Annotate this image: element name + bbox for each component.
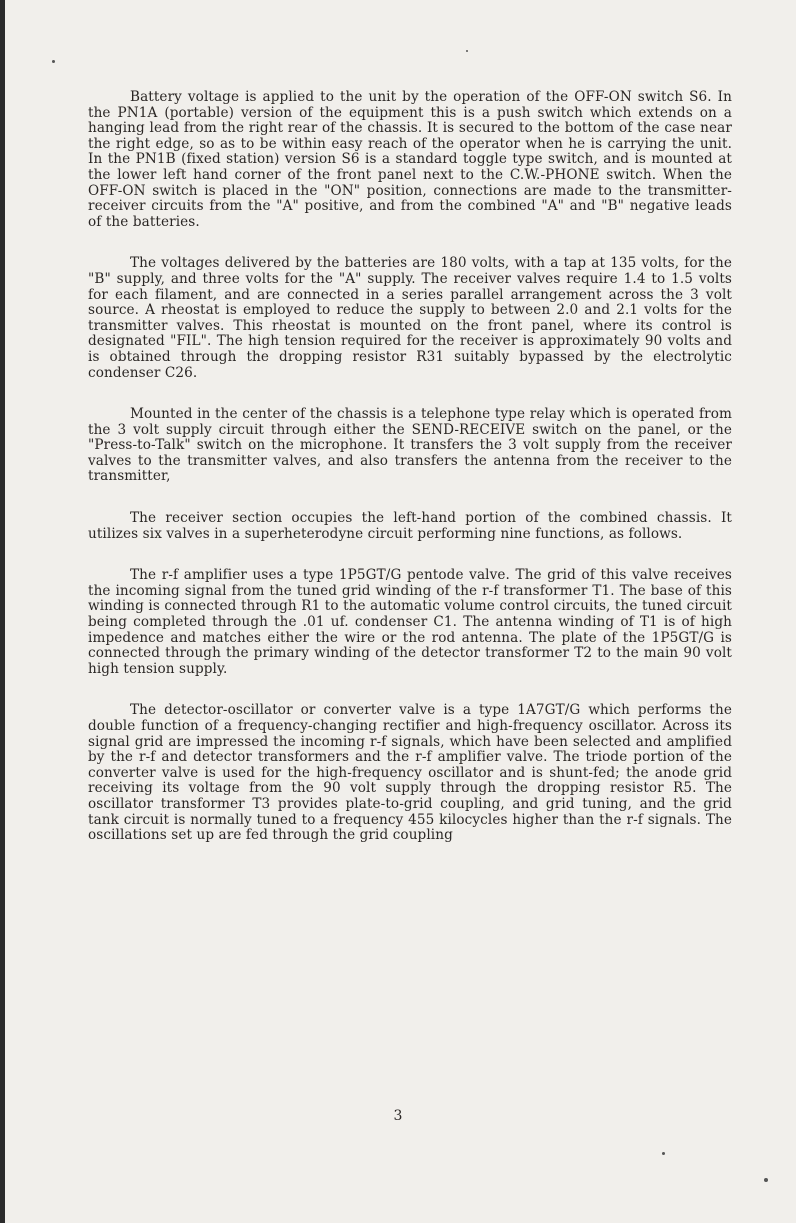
paper-speck (466, 50, 468, 52)
paragraph: Battery voltage is applied to the unit by the operation of the OFF-ON switch S6. In the PN1A (portable) version of the equipment this is a push switch which extends on a hanging lead from the right rear of the chassis. It is secured to the bottom of the case near the right edge, so as to be within easy reach of the operator when he is carrying the unit. In the PN1B (fixed station) version S6 is a standard toggle type switch, and is mounted at the lower left hand corner of the front panel next to the C.W.-PHONE switch. When the OFF-ON switch is placed in the "ON" position, connections are made to the transmitter-receiver circuits from the "A" positive, and from the combined "A" and "B" negative leads of the batteries. (88, 89, 732, 230)
paper-speck (662, 1152, 665, 1155)
paper-speck (52, 60, 55, 63)
page-number: 3 (393, 1108, 403, 1124)
paragraph: The detector-oscillator or converter valve is a type 1A7GT/G which performs the double function of a frequency-changing rectifier and high-frequency oscillator. Across its signal grid are impressed the incoming r-f signals, which have been selected and amplified by the r-f and detector transformers and the r-f amplifier valve. The triode portion of the converter valve is used for the high-frequency oscillator and is shunt-fed; the anode grid receiving its voltage from the 90 volt supply through the dropping resistor R5. The oscillator transformer T3 provides plate-to-grid coupling, and grid tuning, and the grid tank circuit is normally tuned to a frequency 455 kilocycles higher than the r-f signals. The oscillations set up are fed through the grid coupling (88, 702, 732, 844)
paragraph: The receiver section occupies the left-hand portion of the combined chassis. It utilizes six valves in a superheterodyne circuit performing nine functions, as follows. (88, 510, 732, 542)
paragraph: Mounted in the center of the chassis is a telephone type relay which is operated from the 3 volt supply circuit through either the SEND-RECEIVE switch on the panel, or the "Press-to-Talk" switch on the microphone. It transfers the 3 volt supply from the receiver valves to the transmitter valves, and also transfers the antenna from the receiver to the transmitter, (88, 406, 732, 485)
paragraph: The r-f amplifier uses a type 1P5GT/G pentode valve. The grid of this valve receives the incoming signal from the tuned grid winding of the r-f transformer T1. The base of this winding is connected through R1 to the automatic volume control circuits, the tuned circuit being completed through the .01 uf. condenser C1. The antenna winding of T1 is of high impedence and matches either the wire or the rod antenna. The plate of the 1P5GT/G is connected through the primary winding of the detector transformer T2 to the main 90 volt high tension supply. (88, 567, 732, 677)
paper-speck (764, 1178, 768, 1182)
document-body (88, 90, 732, 870)
binding-edge (0, 0, 5, 1223)
paragraph: The voltages delivered by the batteries are 180 volts, with a tap at 135 volts, for the "B" supply, and three volts for the "A" supply. The receiver valves require 1.4 to 1.5 volts for each filament, and are connected in a series parallel arrangement across the 3 volt source. A rheostat is employed to reduce the supply to between 2.0 and 2.1 volts for the transmitter valves. This rheostat is mounted on the front panel, where its control is designated "FIL". The high tension required for the receiver is approximately 90 volts and is obtained through the dropping resistor R31 suitably bypassed by the electrolytic condenser C26. (88, 255, 732, 381)
